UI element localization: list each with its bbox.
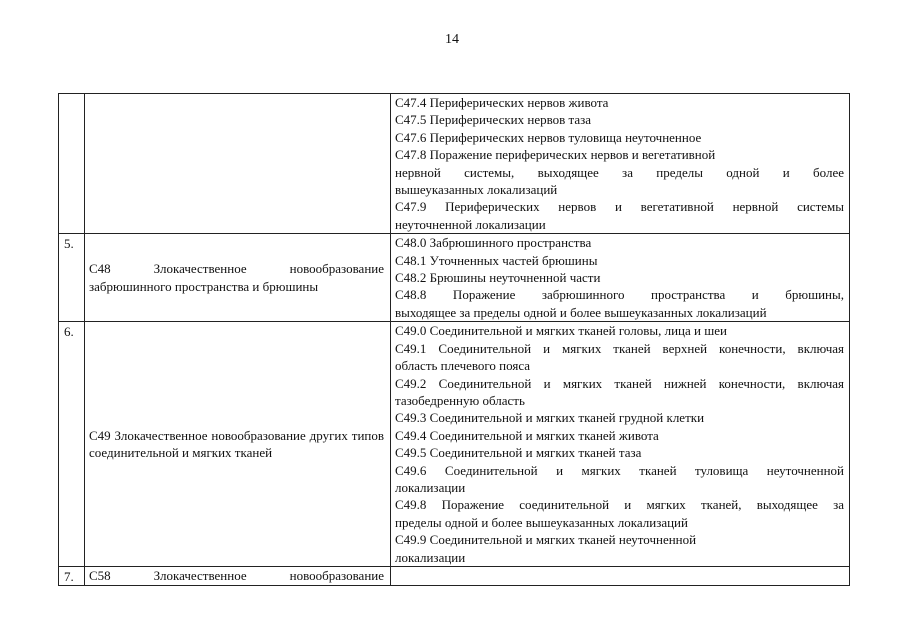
table-row: [59, 566, 850, 585]
code-line: вышеуказанных локализаций: [395, 182, 558, 198]
code-line: C48.2 Брюшины неуточненной части: [395, 270, 601, 286]
code-line: C48.0 Забрюшинного пространства: [395, 235, 592, 251]
diagnosis-cell: [85, 94, 391, 234]
code-line: C47.9 Периферических нервов и вегетативной нервной системы: [395, 199, 844, 215]
code-line: C49.2 Соединительной и мягких тканей нижней конечности, включая: [395, 375, 844, 391]
code-line: C49.5 Соединительной и мягких тканей таза: [395, 445, 642, 461]
code-line: локализации: [395, 549, 466, 565]
diagnosis-text: C48 Злокачественное новообразование забрюшинного пространства и брюшины: [89, 261, 384, 294]
diagnosis-text: C49 Злокачественное новообразование других типов соединительной и мягких тканей: [89, 427, 384, 461]
row-number: 6.: [59, 322, 85, 567]
code-line: C49.4 Соединительной и мягких тканей живота: [395, 427, 659, 443]
code-line: C49.1 Соединительной и мягких тканей верхней конечности, включая: [395, 340, 844, 356]
diagnosis-cell: [85, 322, 391, 567]
code-line: C49.6 Соединительной и мягких тканей туловища неуточненной: [395, 462, 844, 478]
code-line: область плечевого пояса: [395, 358, 531, 374]
code-line: нервной системы, выходящее за пределы одной и более: [395, 164, 844, 180]
code-line: C49.9 Соединительной и мягких тканей неуточненной: [395, 532, 697, 548]
row-number: [59, 94, 85, 234]
table-row: [59, 322, 850, 567]
code-line: пределы одной и более вышеуказанных локализаций: [395, 514, 688, 530]
code-line: C47.6 Периферических нервов туловища неуточненное: [395, 129, 702, 145]
code-line: C47.5 Периферических нервов таза: [395, 112, 592, 128]
code-line: C47.4 Периферических нервов живота: [395, 95, 609, 110]
code-line: неуточненной локализации: [395, 216, 546, 232]
code-line: C49.3 Соединительной и мягких тканей грудной клетки: [395, 410, 705, 426]
page-number: 14: [445, 32, 459, 47]
code-line: C47.8 Поражение периферических нервов и вегетативной: [395, 147, 716, 163]
code-line: C49.0 Соединительной и мягких тканей головы, лица и шеи: [395, 323, 727, 339]
code-line: C48.1 Уточненных частей брюшины: [395, 252, 598, 268]
diagnosis-text: C58 Злокачественное новообразование: [89, 567, 384, 583]
code-line: C48.8 Поражение забрюшинного пространства и брюшины,: [395, 287, 844, 303]
codes-cell: [391, 234, 850, 322]
code-line: тазобедренную область: [395, 392, 525, 408]
diagnosis-code-table: [58, 93, 850, 586]
codes-cell: [391, 94, 850, 234]
code-line: выходящее за пределы одной и более вышеуказанных локализаций: [395, 304, 767, 320]
codes-cell: [391, 566, 850, 585]
diagnosis-cell: [85, 234, 391, 322]
row-number: 7.: [59, 566, 85, 585]
row-number: 5.: [59, 234, 85, 322]
diagnosis-cell: [85, 566, 391, 585]
code-line: локализации: [395, 479, 466, 495]
table-row: [59, 94, 850, 234]
table-row: [59, 234, 850, 322]
code-line: C49.8 Поражение соединительной и мягких тканей, выходящее за: [395, 497, 844, 513]
codes-cell: [391, 322, 850, 567]
